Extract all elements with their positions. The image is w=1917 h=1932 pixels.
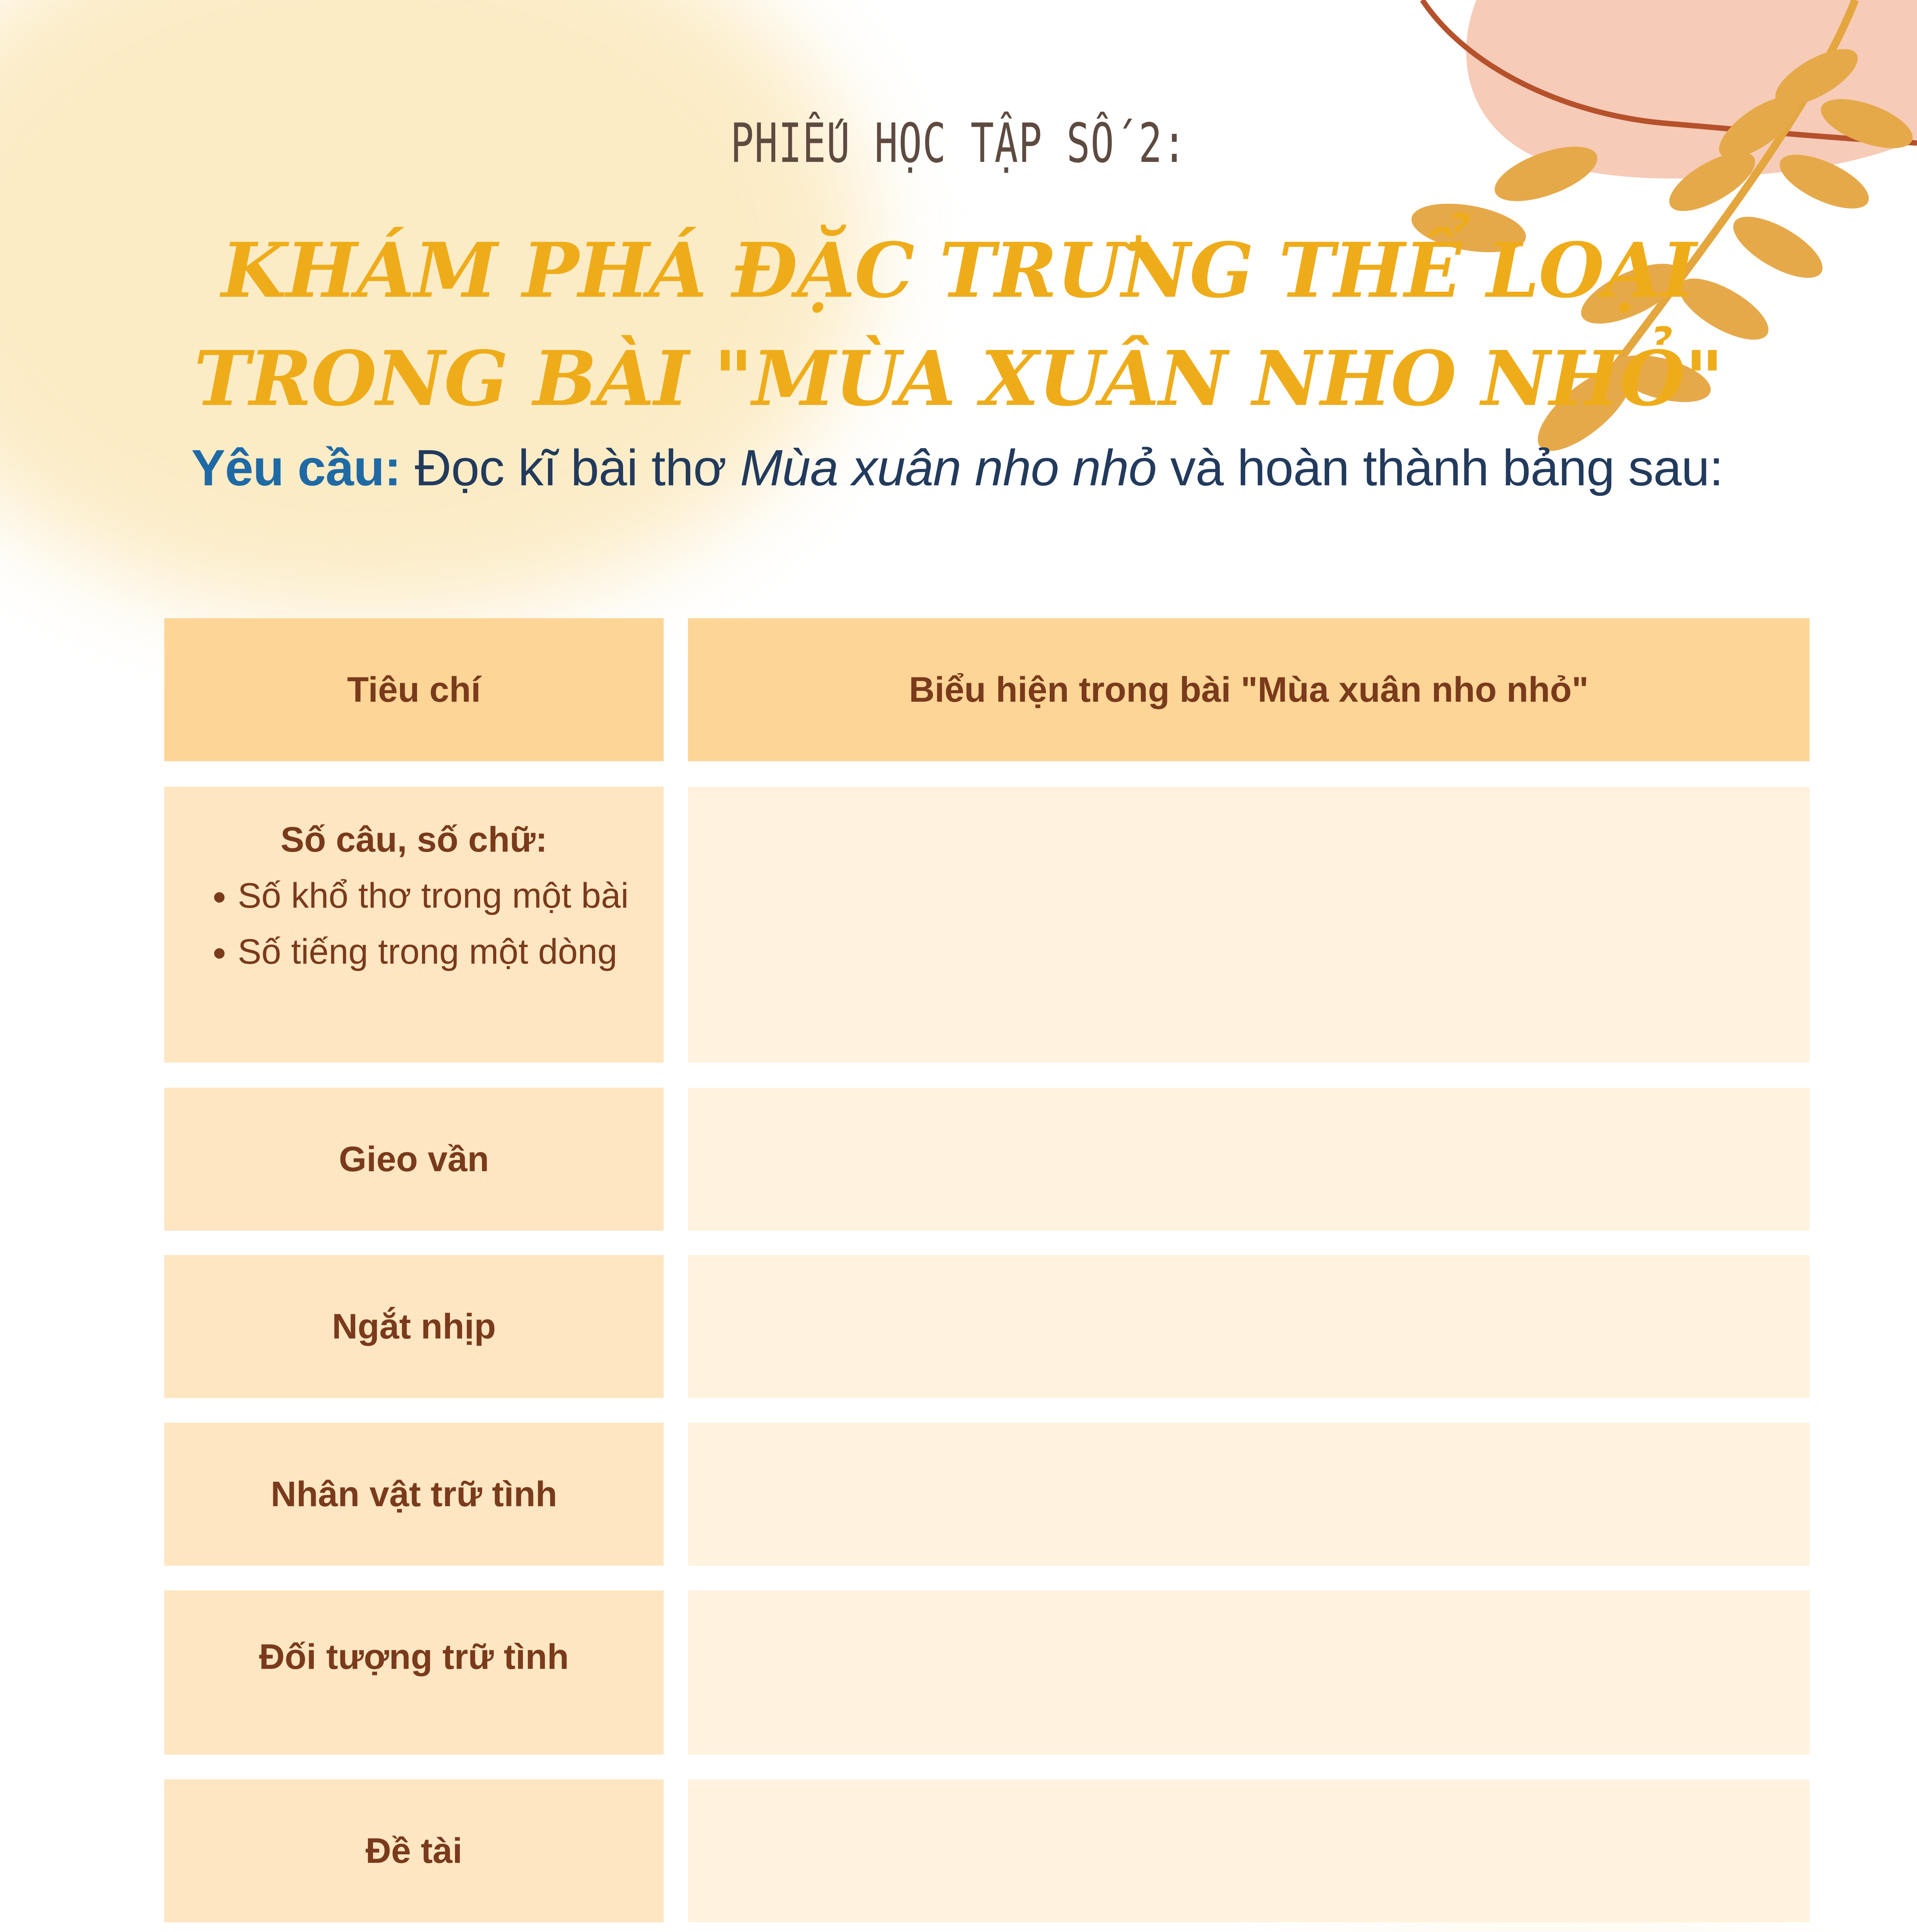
table-row-criteria: Gieo vần (164, 1088, 664, 1231)
title-line-2: TRONG BÀI "MÙA XUÂN NHO NHỎ" (194, 334, 1723, 423)
title-line-1: KHÁM PHÁ ĐẶC TRƯNG THỂ LOẠI (221, 226, 1696, 315)
criteria-bullets (218, 868, 640, 980)
list-item: • Số khổ thơ trong một bài (238, 868, 640, 924)
table-row-criteria (164, 787, 664, 1063)
poem-title: Mùa xuân nho nhỏ (740, 439, 1157, 496)
request-text-before: Đọc kĩ bài thơ (414, 439, 727, 496)
answer-cell[interactable] (688, 1590, 1810, 1755)
request-text-after: và hoàn thành bảng sau: (1170, 439, 1723, 496)
list-item: • Số tiếng trong một dòng (238, 924, 640, 980)
answer-cell[interactable] (688, 787, 1810, 1063)
answer-cell[interactable] (688, 1088, 1810, 1231)
table-row-criteria: Nhân vật trữ tình (164, 1423, 664, 1566)
table-row-criteria: Ngắt nhịp (164, 1255, 664, 1398)
worksheet-number: PHIẾU HỌC TẬP SỐ 2: (730, 112, 1187, 175)
answer-cell[interactable] (688, 1423, 1810, 1566)
table-row-criteria: Đề tài (164, 1779, 664, 1922)
request-label: Yêu cầu: (191, 439, 401, 496)
criteria-heading: Số câu, số chữ: (280, 820, 548, 859)
request-line (191, 439, 1723, 497)
answer-cell[interactable] (688, 1255, 1810, 1398)
table-header-evidence: Biểu hiện trong bài "Mùa xuân nho nhỏ" (688, 618, 1810, 761)
table-header-criteria: Tiêu chí (164, 618, 664, 761)
answer-cell[interactable] (688, 1779, 1810, 1922)
table-row-criteria: Đối tượng trữ tình (164, 1590, 664, 1755)
